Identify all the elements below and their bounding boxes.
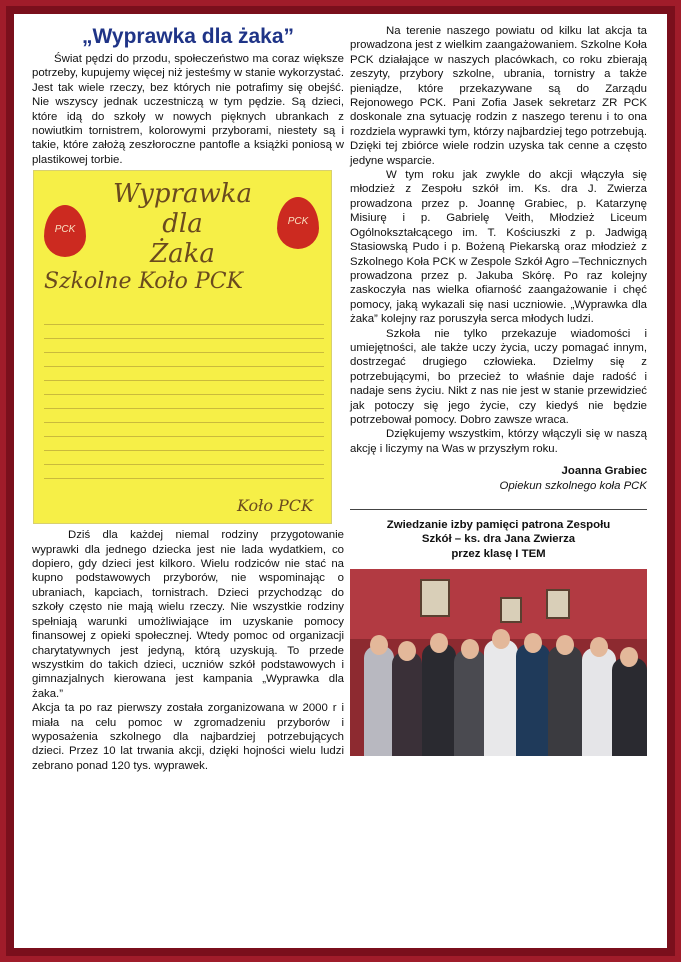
caption-line3: przez klasę I TEM <box>451 547 546 560</box>
person <box>454 650 486 756</box>
paragraph-history: Akcja ta po raz pierwszy została zorganizowana w 2000 r i miała na celu pomoc w zgromadzeniu przyborów i wyposażenia szkolnego dla najbardziej potrzebujących dzieci. Przez 10 lat trwania akcji, dzięki hojności wielu ludzi zebrano ponad 120 tys. wyprawek. <box>32 702 344 772</box>
poster-title-line3: Żaka <box>150 239 215 270</box>
photo-caption <box>350 518 647 561</box>
poster-title-line2: dla <box>162 209 203 240</box>
wall-picture <box>546 589 570 619</box>
class-photo <box>350 569 647 756</box>
wall-picture <box>420 579 450 617</box>
caption-line1: Zwiedzanie izby pamięci patrona Zespołu <box>386 519 611 531</box>
person <box>392 652 422 756</box>
person <box>612 658 647 756</box>
poster-title-line1: Wyprawka <box>113 179 252 210</box>
section-divider <box>350 509 647 510</box>
drop-label-right: PCK <box>287 216 309 228</box>
poster-subtitle: Szkolne Koło PCK <box>44 269 243 295</box>
author-role: Opiekun szkolnego koła PCK <box>499 479 647 492</box>
poster-heading <box>34 179 331 269</box>
poster-image <box>33 170 332 524</box>
person <box>484 640 518 756</box>
newsletter-page <box>14 14 667 948</box>
drop-label-left: PCK <box>54 224 76 236</box>
paragraph-thanks: Dziękujemy wszystkim, którzy włączyli się w naszą akcję i liczymy na Was w przyszłym roku. <box>350 428 647 455</box>
person <box>364 646 394 756</box>
paragraph-this-year: W tym roku jak zwykle do akcji włączyła się młodzież z Zespołu szkół im. Ks. dra J. Zwierza prowadzona przez p. Joannę Grabiec, p. Katarzynę Misiurę i p. Gabrielę Veith, Młodzież Liceum Ogólnokształcącego im. T. Kościuszki z p. Jadwigą Stasiowską Pudo i p. Bożeną Piekarską oraz młodzież z Szkolnego Koła PCK w Zespole Szkół Agro –Technicznych prowadzona przez p. Jakuba Skórę. Po raz kolejny zaskoczyła nas wielka ofiarność zaangażowanie i chęć pomocy, jaką wykazali się nasi uczniowie. „Wyprawka dla żaka” kolejny raz poruszyła serca młodych ludzi. <box>350 169 647 326</box>
left-column <box>32 24 344 773</box>
caption-line2: Szkół – ks. dra Jana Zwierza <box>421 533 576 546</box>
author-name: Joanna Grabiec <box>561 465 647 478</box>
person <box>516 644 550 756</box>
article-title: „Wyprawka dla żaka” <box>81 25 295 48</box>
person <box>582 648 616 756</box>
paragraph-cost: Dziś dla każdej niemal rodziny przygotowanie wyprawki dla jednego dziecka jest nie lada wydatkiem, co dopiero, gdy dzieci jest kilkoro. Wielu rodziców nie stać na kupno podstawowych przyborów, nie wspominając o ubraniach, kapciach, tornistrach. Dzieci przychodząc do szkoły często nie mają wielu rzeczy. Nie wszystkie rodziny spełniają warunki umożliwiające im uzyskanie pomocy finansowej z opieki społecznej. Wtedy pomoc od organizacji charytatywnych jest jedyną, którą uzyskują. To przede wszystkim do takich dzieci, uczniów szkół podstawowych i gimnazjalnych kierowana jest kampania „Wyprawka dla żaka.” <box>32 529 344 700</box>
paragraph-intro: Świat pędzi do przodu, społeczeństwo ma coraz większe potrzeby, kupujemy więcej niż jesteśmy w stanie wykorzystać. Jest tak wiele rzeczy, bez których nie potrafimy się obejść. Nie wszyscy jednak uczestniczą w tym pędzie. Są dzieci, które idą do szkoły w nowych pięknych ubrankach z nowiutkim tornistrem, kolorowymi przyborami, niestety są i takie, które założą zeszłoroczne pantofle a książki poniosą w plastikowej torbie. <box>32 53 344 166</box>
poster-signature: Koło PCK <box>236 495 313 515</box>
paragraph-local: Na terenie naszego powiatu od kilku lat akcja ta prowadzona jest z wielkim zaangażowaniem. Szkolne Koła PCK działające w naszych placówkach, co roku zbierają zeszyty, przybory szkolne, ubrania, tornistry a także pieniądze, które przekazywane są do Zarządu Rejonowego PCK. Pani Zofia Jasek sekretarz ZR PCK doskonale zna sytuację rodzin z naszego terenu i to ona rozdziela wyprawki tym, którzy najbardziej tego potrzebują. Dzięki tej zbiórce wiele rodzin uzyska tak cenne a często jedyne wsparcie. <box>350 25 647 167</box>
person <box>548 646 582 756</box>
wall-picture <box>500 597 522 623</box>
paragraph-school: Szkoła nie tylko przekazuje wiadomości i umiejętności, ale także uczy życia, uczy pomagać innym, dostrzegać drugiego człowieka. Dzielmy się z potrzebującymi, bo przecież to właśnie daje radość i nadaje sens życiu. Nikt z nas nie jest w stanie przewidzieć jak potoczy się jego życie, czy kiedyś nie będzie potrzebował pomocy. Dobro zawsze wraca. <box>350 327 647 426</box>
person <box>422 644 456 756</box>
right-column <box>350 24 647 756</box>
poster-handwriting <box>44 311 324 492</box>
